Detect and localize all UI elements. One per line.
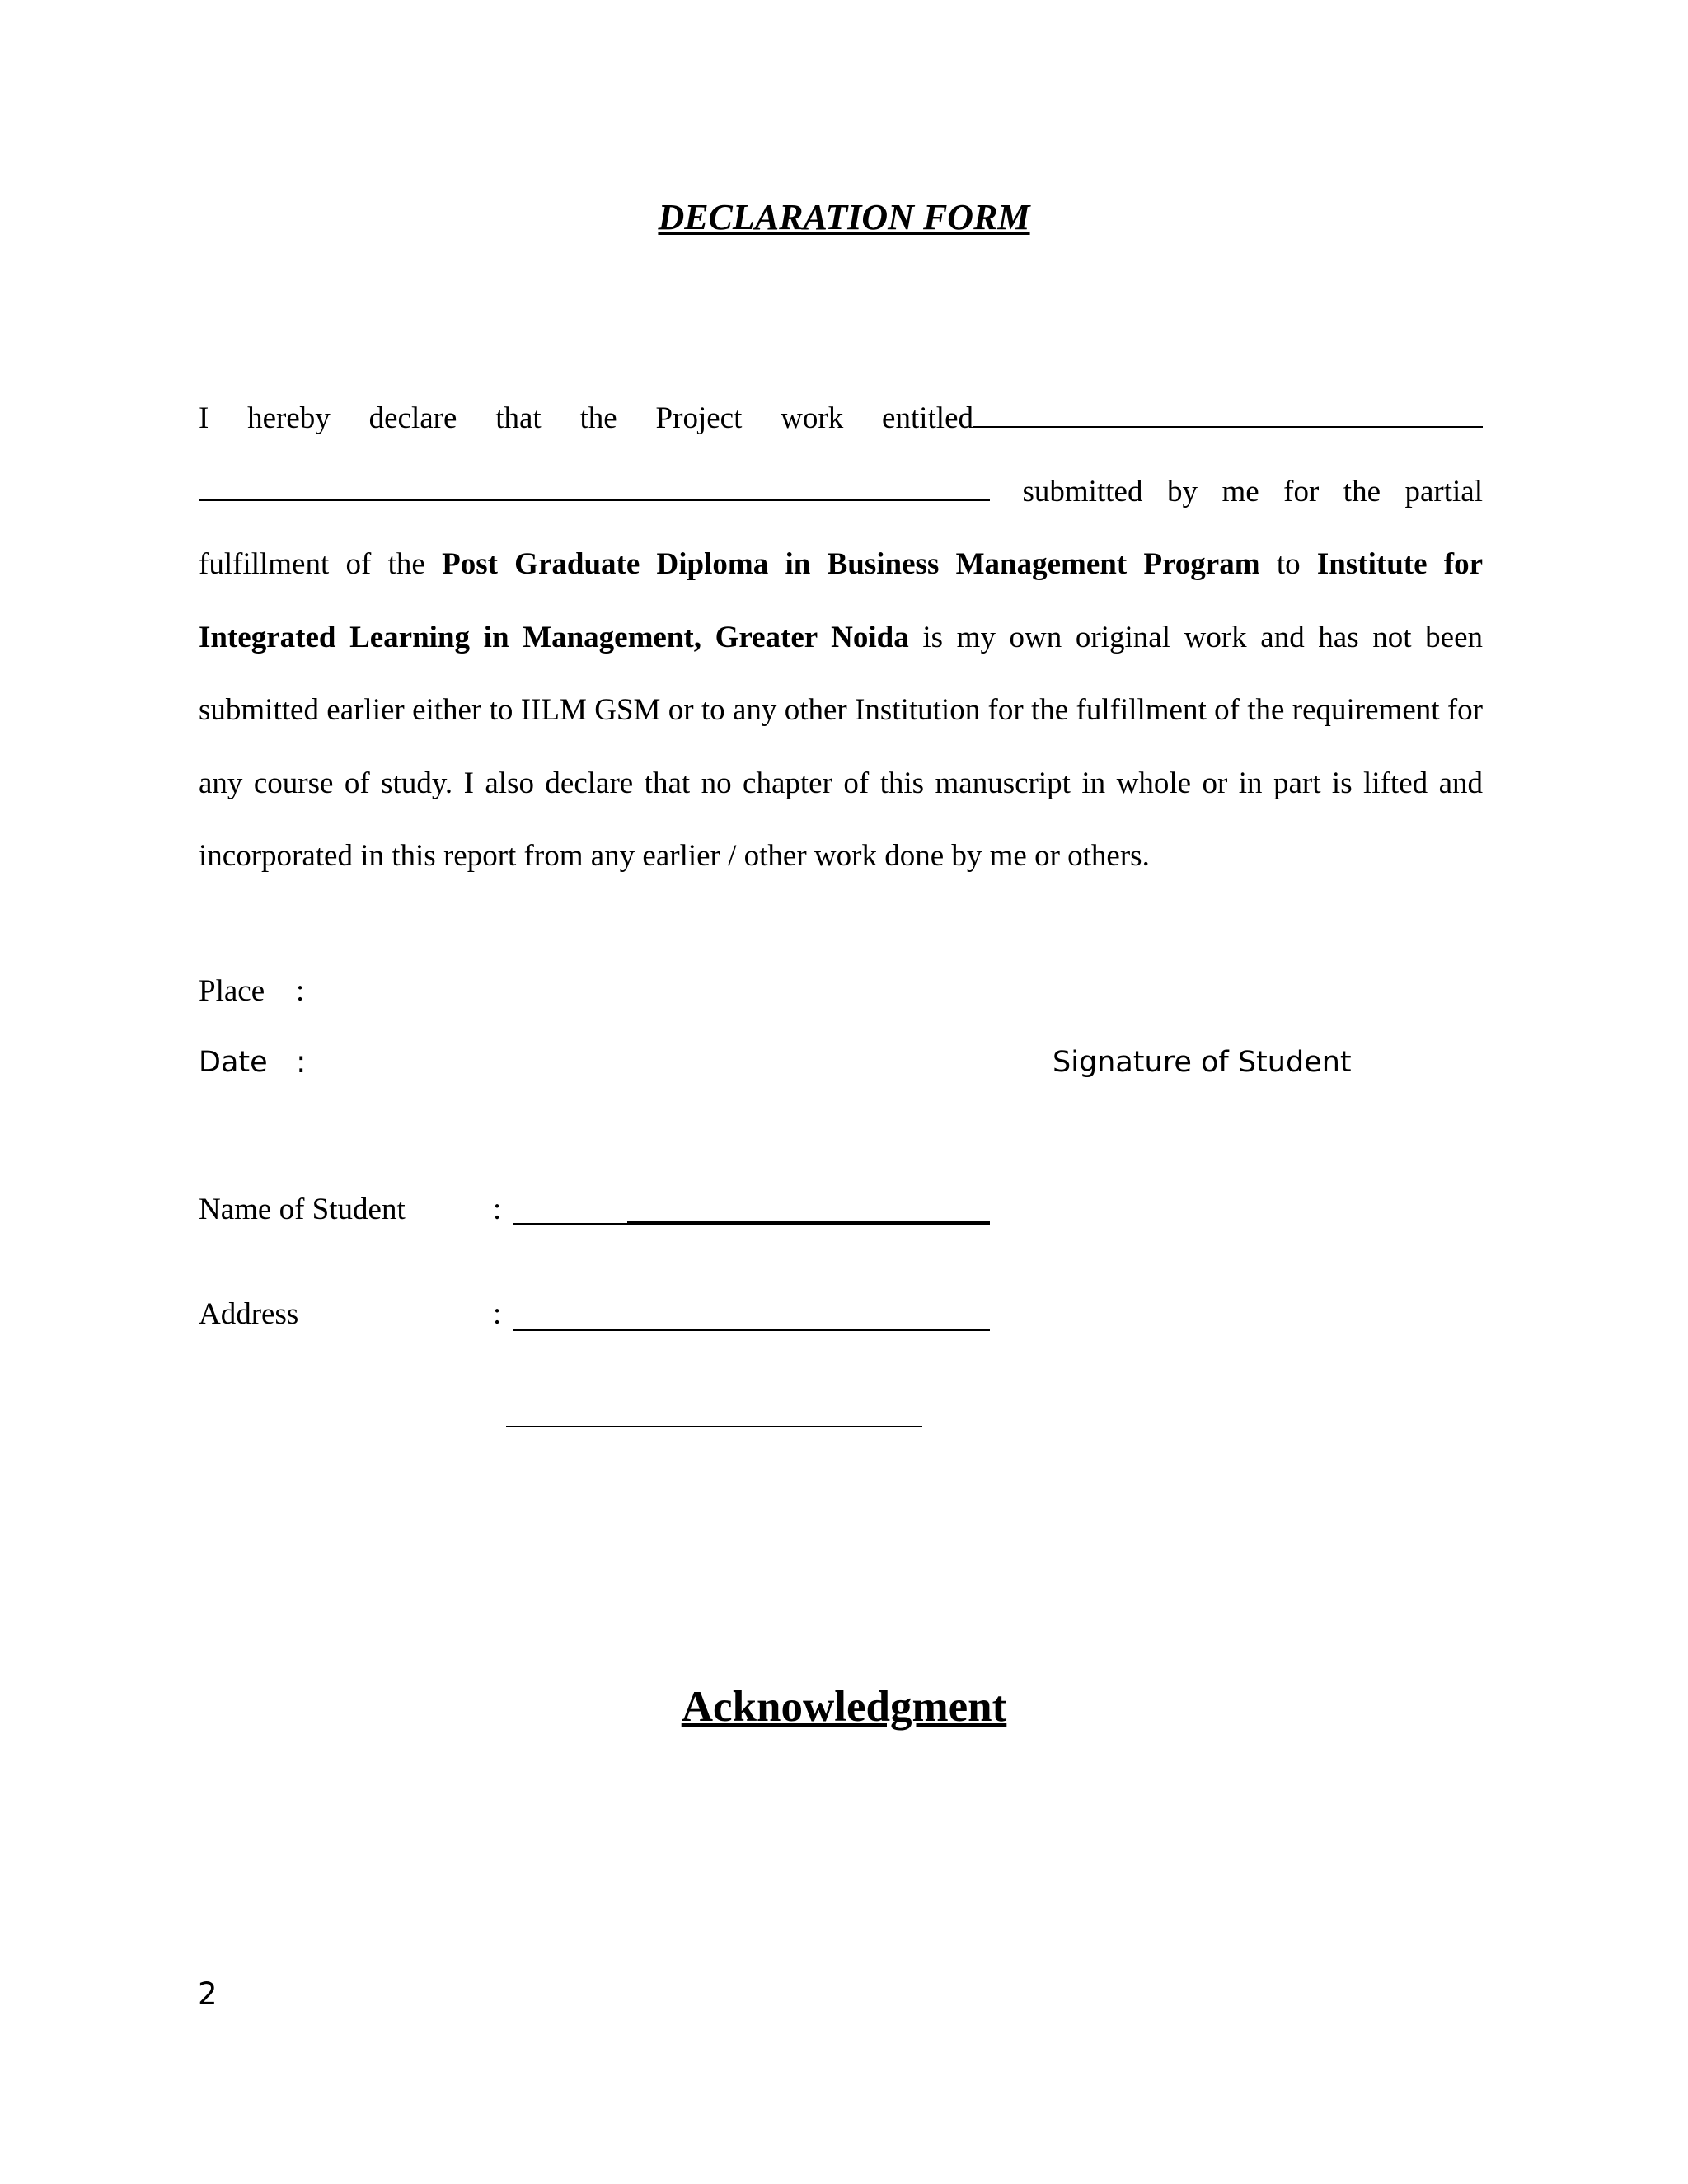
place-label: Place [199, 974, 265, 1008]
address-label: Address [199, 1297, 299, 1331]
name-of-student-label: Name of Student [199, 1193, 406, 1226]
name-blank-line-thin[interactable] [513, 1223, 627, 1225]
place-colon: : [296, 974, 305, 1008]
declaration-paragraph [199, 382, 1483, 893]
declaration-text-body: is my own original work and has not been submitted earlier either to IILM GSM or to any other Institution for the fulfillment of the requirement for any course of study. I also declare that no chapter of this manuscript in whole or in part is lifted and incorporated in this report from any earlier / other work done by me or others. [199, 620, 1483, 873]
address-colon: : [493, 1297, 502, 1331]
address-blank-line-1[interactable] [513, 1329, 990, 1331]
project-title-blank-line-2[interactable] [199, 491, 990, 501]
date-colon: : [296, 1044, 307, 1080]
name-blank-line-bold[interactable] [627, 1221, 990, 1225]
acknowledgment-heading: Acknowledgment [681, 1683, 1007, 1731]
name-colon: : [493, 1193, 502, 1226]
project-title-blank-line-1[interactable] [973, 418, 1483, 428]
declaration-text-to: to [1276, 547, 1301, 581]
page-number: 2 [198, 1976, 218, 2012]
declaration-text-submitted: submitted by me for the partial fulfillment of the [199, 474, 1483, 581]
signature-of-student-label: Signature of Student [1053, 1046, 1352, 1079]
program-name: Post Graduate Diploma in Business Management Program [442, 547, 1260, 581]
institute-name: Institute for Integrated Learning in Management, Greater Noida [199, 547, 1484, 654]
address-blank-line-2[interactable] [506, 1426, 922, 1427]
date-label: Date [199, 1046, 268, 1079]
declaration-text-intro: I hereby declare that the Project work entitled [199, 401, 973, 435]
declaration-title: DECLARATION FORM [658, 197, 1030, 237]
